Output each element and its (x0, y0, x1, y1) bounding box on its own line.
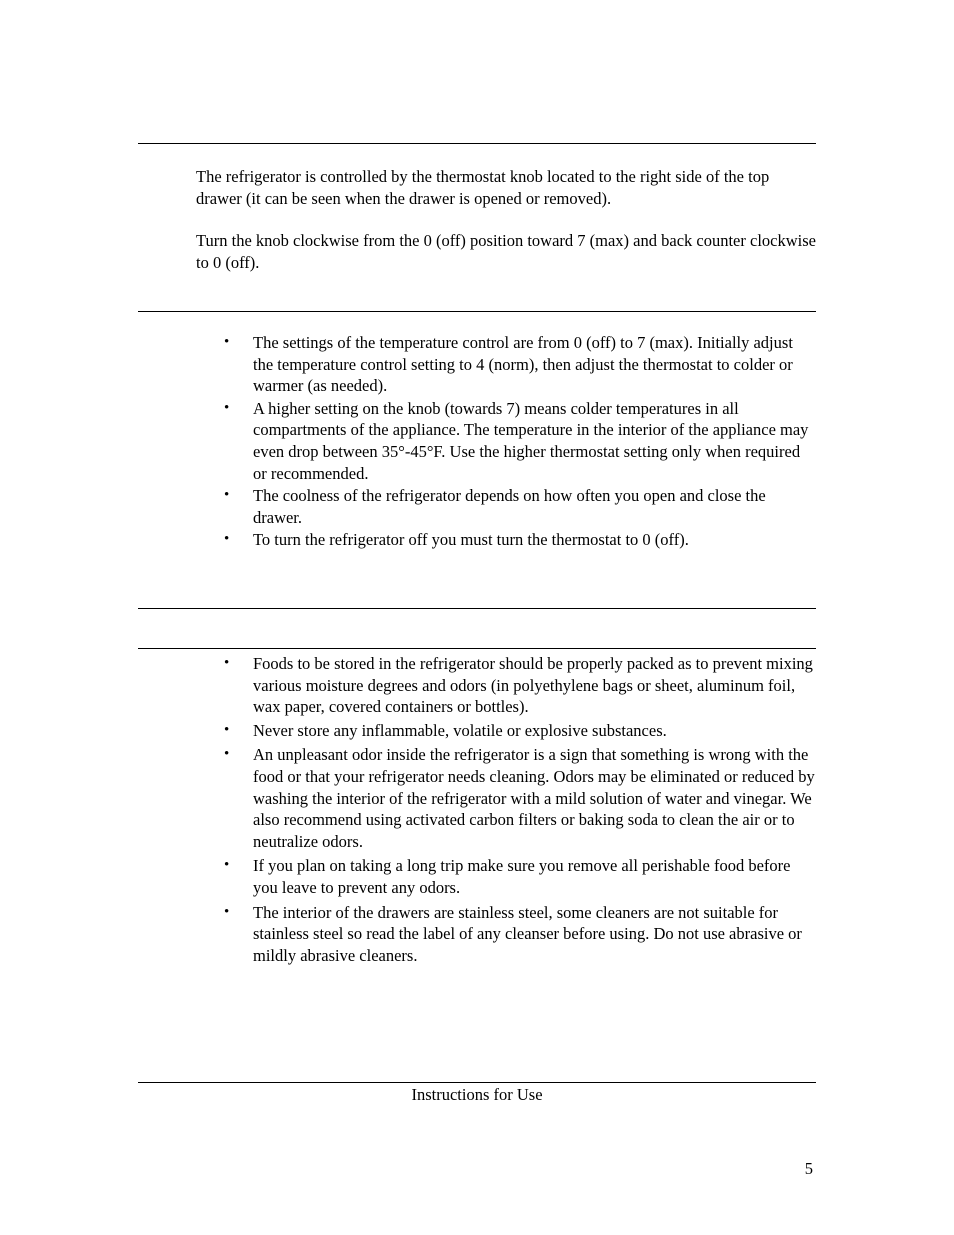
list-item-text: Never store any inflammable, volatile or explosive substances. (253, 720, 667, 740)
bullet-icon: • (224, 903, 230, 920)
list-item-text: A higher setting on the knob (towards 7) means colder temperatures in all compartments of the appliance. The temperature in the interior of the appliance may even drop between 35°-45°F. Use the higher thermostat setting only when required or recommended. (253, 398, 809, 483)
bullet-icon: • (224, 531, 230, 548)
list-item-text: The interior of the drawers are stainless steel, some cleaners are not suitable for stainless steel so read the label of any cleanser before using. Do not use abrasive or mildly abrasive cleaners. (253, 902, 802, 965)
bullet-icon: • (224, 487, 230, 504)
bullet-icon: • (224, 746, 230, 763)
thermostat-paragraph-2: Turn the knob clockwise from the 0 (off) position toward 7 (max) and back counter clockwise to 0 (off). (196, 231, 816, 272)
settings-bullet-list (224, 332, 816, 551)
list-item-text: The settings of the temperature control are from 0 (off) to 7 (max). Initially adjust the temperature control setting to 4 (norm), then adjust the thermostat to colder or warmer (as needed). (253, 333, 793, 396)
list-item (224, 653, 816, 718)
bullet-icon: • (224, 399, 230, 416)
storage-bullet-list (224, 653, 816, 966)
section-divider-top (138, 143, 816, 144)
list-item (224, 744, 816, 852)
list-item (224, 855, 816, 898)
bullet-icon: • (224, 334, 230, 350)
list-item (224, 332, 816, 397)
bullet-icon: • (224, 721, 230, 738)
list-item-text: An unpleasant odor inside the refrigerator is a sign that something is wrong with the food or that your refrigerator needs cleaning. Odors may be eliminated or reduced by washing the interior of the refrigerator with a mild solution of water and vinegar. We also recommend using activated carbon filters or baking soda to clean the air or to neutralize odors. (253, 745, 815, 851)
bullet-icon: • (224, 857, 230, 874)
section-divider-storage-top (138, 608, 816, 609)
list-item (224, 485, 816, 528)
bullet-icon: • (224, 655, 230, 671)
list-item (224, 720, 816, 742)
list-item-text: The coolness of the refrigerator depends on how often you open and close the drawer. (253, 486, 766, 527)
footer-title: Instructions for Use (411, 1085, 543, 1104)
list-item (224, 902, 816, 967)
list-item (224, 529, 816, 551)
list-item (224, 398, 816, 484)
footer-divider (138, 1082, 816, 1083)
thermostat-paragraph-1: The refrigerator is controlled by the thermostat knob located to the right side of the top drawer (it can be seen when the drawer is opened or removed). (196, 167, 770, 208)
section-divider-settings (138, 311, 816, 312)
page-number: 5 (804, 1159, 813, 1178)
list-item-text: Foods to be stored in the refrigerator should be properly packed as to prevent mixing various moisture degrees and odors (in polyethylene bags or sheet, aluminum foil, wax paper, covered containers or bottles). (253, 654, 813, 717)
section-divider-storage-bottom (138, 648, 816, 649)
list-item-text: If you plan on taking a long trip make sure you remove all perishable food before you leave to prevent any odors. (253, 856, 791, 897)
list-item-text: To turn the refrigerator off you must turn the thermostat to 0 (off). (253, 530, 689, 550)
